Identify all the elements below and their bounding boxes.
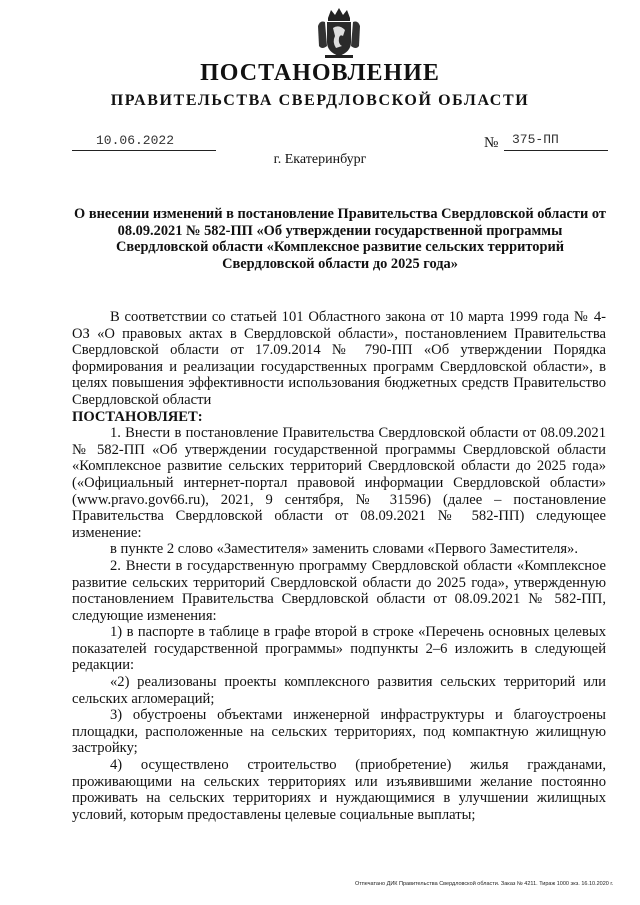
date-underline [72,150,216,151]
number-label: № [484,135,499,151]
document-type: ПОСТАНОВЛЕНИЕ [200,60,440,86]
document-body [72,309,606,823]
document-title: О внесении изменений в постановление Правительства Свердловской области от 08.09.2021 № 582-ПП «Об утверждении государственной программы Свердловской области «Комплексное развитие сельских территорий Свердловской области до 2025 года» [74,206,606,272]
print-imprint: Отпечатано ДИК Правительства Свердловской области. Заказ № 4211. Тираж 1000 экз. 16.10.2020 г. [355,881,614,887]
paragraph-1: 1. Внести в постановление Правительства Свердловской области от 08.09.2021 № 582-ПП «Об утверждении государственной программы Свердловской области «Комплексное развитие сельских территорий Свердловской области до 2025 года» («Официальный интернет-портал правовой информации Свердловской области» (www.pravo.gov66.ru), 2021, 9 сентября, № 31596) (далее – постановление Правительства Свердловской области от 08.09.2021 № 582-ПП) следующее изменение: [72,425,606,541]
paragraph-2-item-1: 1) в паспорте в таблице в графе второй в строке «Перечень основных целевых показателей государственной программы» подпункты 2–6 изложить в следующей редакции: [72,624,606,674]
sverdlovsk-coat-of-arms-icon [316,6,362,60]
number-underline [504,150,608,151]
paragraph-2: 2. Внести в государственную программу Свердловской области «Комплексное развитие сельских территорий Свердловской области до 2025 года», утвержденную постановлением Правительства Свердловской области от 08.09.2021 № 582-ПП, следующие изменения: [72,557,606,624]
document-date: 10.06.2022 [96,133,175,148]
paragraph-1-change: в пункте 2 слово «Заместителя» заменить словами «Первого Заместителя». [110,541,578,558]
city: г. Екатеринбург [273,152,367,167]
decree-heading: ПОСТАНОВЛЯЕТ: [72,408,203,425]
quoted-item-3: 3) обустроены объектами инженерной инфраструктуры и благоустроены площадки, расположенные на сельских территориях, под компактную жилищную застройку; [72,707,606,757]
quoted-item-4: 4) осуществлено строительство (приобретение) жилья гражданами, проживающими на сельских территориях или изъявившими желание постоянно проживать на сельских территориях и нуждающимися в улучшении жилищных условий, которым предоставлены целевые социальные выплаты; [72,757,606,823]
quoted-item-2: «2) реализованы проекты комплексного развития сельских территорий или сельских агломераций; [72,674,606,707]
document-number: 375-ПП [512,132,559,147]
preamble-paragraph: В соответствии со статьей 101 Областного закона от 10 марта 1999 года № 4-ОЗ «О правовых актах в Свердловской области», постановлением Правительства Свердловской области от 17.09.2014 № 790-ПП «Об утверждении Порядка формирования и реализации государственных программ Свердловской области», в целях повышения эффективности использования бюджетных средств Правительство Свердловской области [72,309,606,408]
issuer-title: ПРАВИТЕЛЬСТВА СВЕРДЛОВСКОЙ ОБЛАСТИ [110,92,530,109]
